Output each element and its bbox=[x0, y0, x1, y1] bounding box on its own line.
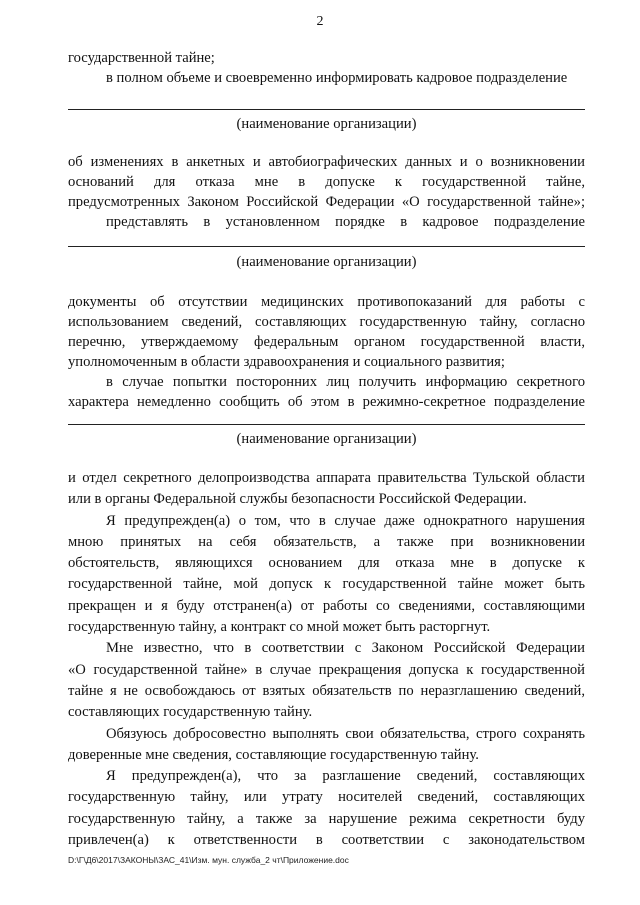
paragraph-block-2 bbox=[68, 152, 585, 232]
text-line: составляющих государственную тайну. bbox=[68, 704, 313, 721]
caption-organization-name-2: (наименование организации) bbox=[236, 254, 417, 270]
paragraph-block-1 bbox=[68, 48, 585, 88]
text-line: обстоятельств, являющихся основанием для отказа мне в допуске к bbox=[68, 555, 585, 572]
text-line: или в органы Федеральной службы безопасности Российской Федерации. bbox=[68, 491, 527, 508]
text-line: привлечен(а) к ответственности в соответствии с законодательством bbox=[68, 832, 585, 849]
text-line: государственную тайну, или утрату носителей сведений, составляющих bbox=[68, 789, 585, 806]
fill-in-line-3 bbox=[68, 424, 585, 425]
fill-in-line-1 bbox=[68, 109, 585, 110]
paragraph-block-3 bbox=[68, 292, 585, 412]
text-line: перечню, утверждаемому федеральным органом государственной власти, bbox=[68, 334, 585, 350]
text-line: тайне я не освобождаюсь от взятых обязательств по неразглашению сведений, bbox=[68, 682, 585, 699]
caption-organization-name-1: (наименование организации) bbox=[236, 116, 417, 132]
text-line: оснований для отказа мне в допуске к государственной тайне, bbox=[68, 174, 585, 190]
text-line: в полном объеме и своевременно информировать кадровое подразделение bbox=[106, 70, 568, 86]
text-line: Обязуюсь добросовестно выполнять свои обязательства, строго сохранять bbox=[106, 725, 585, 742]
text-line: документы об отсутствии медицинских противопоказаний для работы с bbox=[68, 294, 585, 310]
text-line: Я предупрежден(а) о том, что в случае даже однократного нарушения bbox=[106, 512, 585, 529]
text-line: уполномоченным в области здравоохранения и социального развития; bbox=[68, 354, 505, 370]
fill-in-line-2 bbox=[68, 246, 585, 247]
text-line: государственной тайне; bbox=[68, 50, 215, 66]
text-line: доверенные мне сведения, составляющие государственную тайну. bbox=[68, 746, 479, 763]
text-line: об изменениях в анкетных и автобиографических данных и о возникновении bbox=[68, 154, 585, 170]
page-number: 2 bbox=[316, 14, 324, 29]
text-line: и отдел секретного делопроизводства аппарата правительства Тульской области bbox=[68, 470, 585, 486]
text-line: прекращен и я буду отстранен(а) от работы со сведениями, составляющими bbox=[68, 597, 585, 614]
caption-organization-name-3: (наименование организации) bbox=[236, 431, 417, 447]
footer-file-path: D:\Г\Д6\2017\ЗАКОНЫ\ЗАС_41\Изм. мун. служба_2 чт\Приложение.doc bbox=[68, 855, 349, 865]
text-line: характера немедленно сообщить об этом в режимно-секретное подразделение bbox=[68, 394, 585, 410]
text-line: государственную тайну, а также за нарушение режима секретности буду bbox=[68, 810, 585, 827]
text-line: государственной тайне, мой допуск к государственной тайне может быть bbox=[68, 576, 585, 593]
text-line: «О государственной тайне» в случае прекращения допуска к государственной bbox=[68, 661, 585, 678]
text-line: мною принятых на себя обязательств, а также при возникновении bbox=[68, 533, 585, 550]
text-line: в случае попытки посторонних лиц получить информацию секретного bbox=[106, 374, 585, 390]
text-line: использованием сведений, составляющих государственную тайну, согласно bbox=[68, 314, 585, 330]
paragraph-block-4 bbox=[68, 468, 585, 851]
text-line: предусмотренных Законом Российской Федерации «О государственной тайне»; bbox=[68, 194, 585, 210]
text-line: Мне известно, что в соответствии с Законом Российской Федерации bbox=[106, 640, 585, 657]
text-line: Я предупрежден(а), что за разглашение сведений, составляющих bbox=[106, 768, 585, 785]
text-line: государственную тайну, а контракт со мной может быть расторгнут. bbox=[68, 619, 491, 636]
text-line: представлять в установленном порядке в кадровое подразделение bbox=[106, 214, 585, 230]
